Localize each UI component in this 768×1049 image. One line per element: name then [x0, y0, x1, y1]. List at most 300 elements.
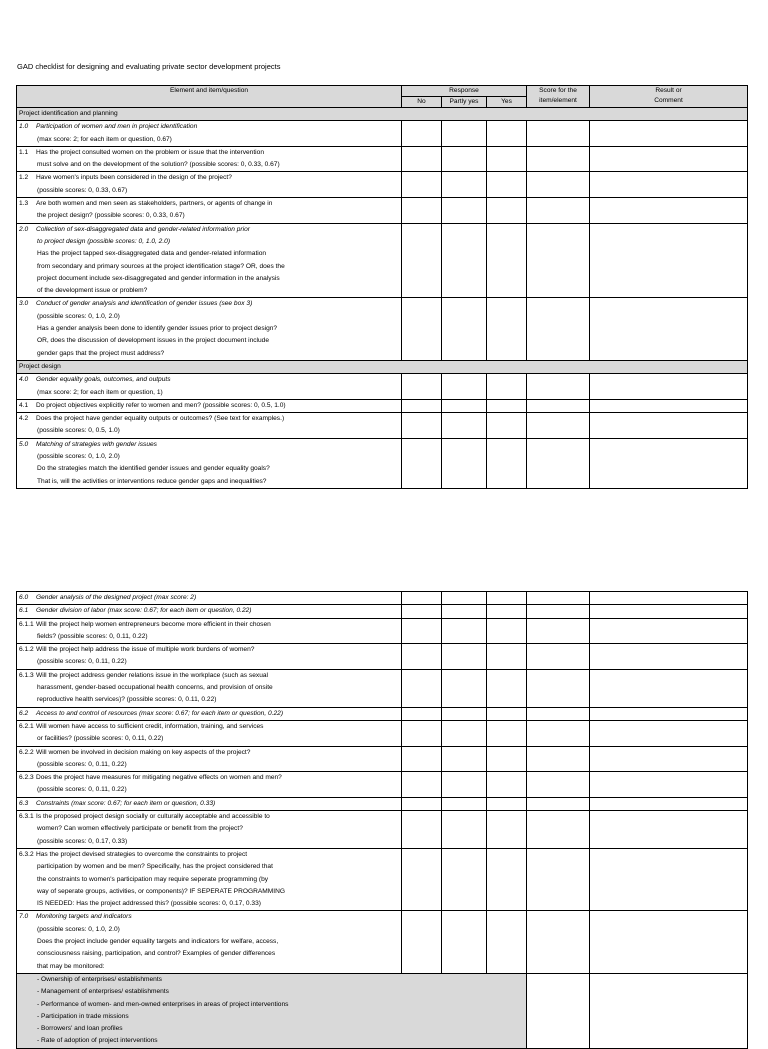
item-text-continued: [19, 874, 399, 886]
result-cell[interactable]: [590, 848, 748, 910]
response-partly-cell[interactable]: [442, 618, 487, 644]
item-question: [17, 298, 402, 360]
item-question: [17, 797, 402, 810]
item-text-content: Have women's inputs been considered in the design of the project?: [36, 174, 232, 182]
score-cell[interactable]: [527, 172, 590, 198]
item-text-content: of the development issue or problem?: [37, 287, 148, 295]
section-design: Project design: [17, 360, 748, 373]
list-item: - Management of enterprises/ establishments: [37, 988, 169, 996]
score-cell[interactable]: [527, 797, 590, 810]
checklist-row: [17, 223, 748, 298]
response-partly-cell[interactable]: [442, 772, 487, 798]
checklist-row: [17, 618, 748, 644]
response-no-cell[interactable]: [402, 746, 442, 772]
result-cell[interactable]: [590, 707, 748, 720]
item-text-continued: [19, 323, 399, 335]
item-text-content: Participation of women and men in project identification: [36, 123, 198, 131]
item-text: [19, 670, 399, 682]
result-cell[interactable]: [590, 399, 748, 412]
item-text-content: OR, does the discussion of development issues in the project document include: [37, 337, 270, 345]
item-text-content: Matching of strategies with gender issues: [36, 440, 157, 448]
checklist-row: [17, 121, 748, 147]
item-text-content: participation by women and be men? Specifically, has the project considered that: [37, 863, 273, 871]
item-text-continued: [19, 936, 399, 948]
item-question: [17, 644, 402, 670]
response-no-cell[interactable]: [402, 592, 442, 605]
item-question: [17, 911, 402, 973]
item-text-continued: [19, 784, 399, 796]
response-no-cell[interactable]: [402, 911, 442, 973]
item-text-content: consciousness raising, participation, and control? Examples of gender differences: [37, 950, 276, 958]
response-no-cell[interactable]: [402, 618, 442, 644]
response-yes-cell[interactable]: [487, 797, 527, 810]
score-cell[interactable]: [527, 669, 590, 707]
item-text-content: project document include sex-disaggregated and gender information in the analysis: [37, 274, 280, 282]
item-text-content: Does the project have gender equality outputs or outcomes? (See text for examples.): [36, 415, 285, 423]
item-text-content: women? Can women effectively participate or benefit from the project?: [37, 825, 243, 833]
examples-row: [17, 973, 748, 1048]
response-no-cell[interactable]: [402, 707, 442, 720]
item-text-content: Has the project tapped sex-disaggregated data and gender-related information: [37, 250, 267, 258]
score-cell[interactable]: [527, 644, 590, 670]
result-cell[interactable]: [590, 669, 748, 707]
response-partly-cell[interactable]: [442, 223, 487, 298]
response-partly-cell[interactable]: [442, 298, 487, 360]
response-yes-cell[interactable]: [487, 223, 527, 298]
item-text: [19, 747, 399, 759]
score-cell[interactable]: [527, 605, 590, 618]
result-cell[interactable]: [590, 146, 748, 172]
item-text-continued: [19, 335, 399, 347]
score-cell[interactable]: [527, 618, 590, 644]
item-question: [17, 592, 402, 605]
item-text: [19, 849, 399, 861]
item-text-content: Do the strategies match the identified gender issues and gender equality goals?: [37, 465, 270, 473]
response-no-cell[interactable]: [402, 797, 442, 810]
header-element: Element and item/question: [17, 86, 402, 108]
item-text-continued: [19, 348, 399, 360]
item-number: 7.0: [19, 913, 29, 921]
item-number: 6.3.1: [19, 813, 34, 821]
item-text-content: that may be monitored:: [37, 962, 105, 970]
result-cell[interactable]: [590, 172, 748, 198]
score-cell[interactable]: [527, 146, 590, 172]
response-no-cell[interactable]: [402, 772, 442, 798]
item-question: [17, 223, 402, 298]
checklist-row: [17, 374, 748, 400]
response-no-cell[interactable]: [402, 605, 442, 618]
item-question: [17, 121, 402, 147]
item-text-continued: [19, 185, 399, 197]
response-yes-cell[interactable]: [487, 911, 527, 973]
item-text-content: (possible scores: 0, 0.11, 0.22): [37, 760, 127, 768]
item-text: [19, 798, 399, 810]
item-number: 6.0: [19, 594, 29, 601]
checklist-row: [17, 772, 748, 798]
response-partly-cell[interactable]: [442, 848, 487, 910]
item-text-continued: [19, 861, 399, 873]
response-partly-cell[interactable]: [442, 911, 487, 973]
item-text-content: Will women be involved in decision making on key aspects of the project?: [36, 748, 251, 756]
response-partly-cell[interactable]: [442, 746, 487, 772]
item-number: 3.0: [19, 300, 29, 308]
response-partly-cell[interactable]: [442, 399, 487, 412]
item-text-content: Has a gender analysis been done to identify gender issues prior to project design?: [37, 325, 278, 333]
item-text-continued: [19, 961, 399, 973]
response-no-cell[interactable]: [402, 669, 442, 707]
checklist-row: [17, 848, 748, 910]
response-no-cell[interactable]: [402, 172, 442, 198]
score-cell[interactable]: [527, 720, 590, 746]
response-yes-cell[interactable]: [487, 605, 527, 618]
score-cell[interactable]: [527, 707, 590, 720]
checklist-row: [17, 146, 748, 172]
item-text-continued: [19, 311, 399, 323]
header-row: [17, 86, 748, 97]
item-text: [19, 811, 399, 823]
response-yes-cell[interactable]: [487, 121, 527, 147]
score-cell[interactable]: [527, 399, 590, 412]
item-text-content: (possible scores: 0, 1.0, 2.0): [37, 925, 120, 933]
header-yes: Yes: [487, 97, 527, 108]
item-text-continued: [19, 210, 399, 222]
item-number: 4.0: [19, 376, 29, 384]
item-number: 1.2: [19, 174, 29, 182]
item-text-content: Conduct of gender analysis and identification of gender issues (see box 3): [36, 300, 253, 308]
response-partly-cell[interactable]: [442, 374, 487, 400]
checklist-row: [17, 644, 748, 670]
item-text-content: (possible scores: 0, 0.33, 0.67): [37, 186, 128, 194]
result-cell[interactable]: [590, 198, 748, 224]
item-text-continued: [19, 682, 399, 694]
item-text-content: IS NEEDED: Has the project addressed this? (possible scores: 0, 0.17, 0.33): [37, 900, 261, 908]
response-no-cell[interactable]: [402, 198, 442, 224]
result-cell[interactable]: [590, 438, 748, 488]
item-number: 6.2: [19, 709, 29, 717]
response-partly-cell[interactable]: [442, 605, 487, 618]
list-item: - Participation in trade missions: [37, 1012, 129, 1020]
item-text-content: (possible scores: 0, 0.11, 0.22): [37, 658, 127, 666]
item-text-content: (possible scores: 0, 0.11, 0.22): [37, 786, 127, 794]
response-yes-cell[interactable]: [487, 811, 527, 849]
item-text-content: That is, will the activities or interventions reduce gender gaps and inequalities?: [37, 477, 267, 485]
response-yes-cell[interactable]: [487, 374, 527, 400]
response-no-cell[interactable]: [402, 413, 442, 439]
item-number: 1.0: [19, 123, 29, 131]
item-number: 1.3: [19, 200, 29, 208]
item-text-content: Access to and control of resources (max score: 0.67; for each item or question, 0.22): [36, 709, 284, 717]
result-cell[interactable]: [590, 720, 748, 746]
checklist-row: [17, 298, 748, 360]
item-text: [19, 605, 399, 617]
item-text-continued: [19, 159, 399, 171]
item-text-continued: [19, 759, 399, 771]
item-text-content: Will the project address gender relations issue in the workplace (such as sexual: [36, 671, 268, 679]
result-cell[interactable]: [590, 797, 748, 810]
item-text-content: the project design? (possible scores: 0, 0.33, 0.67): [37, 212, 185, 220]
checklist-row: [17, 811, 748, 849]
response-partly-cell[interactable]: [442, 707, 487, 720]
result-cell[interactable]: [590, 811, 748, 849]
response-partly-cell[interactable]: [442, 413, 487, 439]
item-question: [17, 605, 402, 618]
response-partly-cell[interactable]: [442, 172, 487, 198]
item-question: [17, 399, 402, 412]
response-no-cell[interactable]: [402, 644, 442, 670]
item-text-content: (max score: 2; for each item or question, 0.67): [37, 135, 172, 143]
item-question: [17, 438, 402, 488]
score-cell[interactable]: [527, 413, 590, 439]
score-cell[interactable]: [527, 121, 590, 147]
item-question: [17, 848, 402, 910]
item-text-content: Do project objectives explicitly refer to women and men? (possible scores: 0, 0.5, 1.0): [36, 401, 286, 409]
score-cell[interactable]: [527, 772, 590, 798]
response-partly-cell[interactable]: [442, 121, 487, 147]
score-cell[interactable]: [527, 973, 590, 1048]
item-text-content: (max score: 2; for each item or question, 1): [37, 388, 163, 396]
header-result: Result or Comment: [590, 86, 748, 108]
item-text-continued: [19, 261, 399, 273]
list-item: - Borrowers' and loan profiles: [37, 1025, 123, 1033]
response-yes-cell[interactable]: [487, 198, 527, 224]
checklist-row: [17, 198, 748, 224]
item-text-continued: [19, 248, 399, 260]
item-text-content: Does the project include gender equality targets and indicators for welfare, access,: [37, 938, 279, 946]
item-text-content: to project design (possible scores: 0, 1.0, 2.0): [37, 237, 171, 245]
result-cell[interactable]: [590, 298, 748, 360]
section-row: [17, 108, 748, 121]
response-yes-cell[interactable]: [487, 298, 527, 360]
response-yes-cell[interactable]: [487, 413, 527, 439]
response-partly-cell[interactable]: [442, 644, 487, 670]
item-question: [17, 374, 402, 400]
item-text: [19, 644, 399, 656]
item-text: [19, 619, 399, 631]
result-cell[interactable]: [590, 644, 748, 670]
item-number: 6.1.2: [19, 646, 34, 654]
response-yes-cell[interactable]: [487, 772, 527, 798]
item-text-content: Gender analysis of the designed project (max score: 2): [36, 594, 197, 601]
item-text-continued: [19, 631, 399, 643]
section-identification: Project identification and planning: [17, 108, 748, 121]
item-text: [19, 439, 399, 451]
checklist-table-top: [16, 85, 748, 489]
item-text: [19, 374, 399, 386]
result-cell[interactable]: [590, 121, 748, 147]
item-text-continued: [19, 273, 399, 285]
score-cell[interactable]: [527, 298, 590, 360]
checklist-row: [17, 669, 748, 707]
list-item: - Rate of adoption of project interventions: [37, 1037, 158, 1045]
item-text: [19, 147, 399, 159]
header-score: Score for the item/element: [527, 86, 590, 108]
response-no-cell[interactable]: [402, 438, 442, 488]
item-text-continued: [19, 463, 399, 475]
item-text-continued: [19, 694, 399, 706]
checklist-row: [17, 707, 748, 720]
result-cell[interactable]: [590, 223, 748, 298]
item-text-continued: [19, 733, 399, 745]
item-text-content: Collection of sex-disaggregated data and gender-related information prior: [36, 225, 250, 233]
response-yes-cell[interactable]: [487, 720, 527, 746]
item-text-content: or facilities? (possible scores: 0, 0.11, 0.22): [37, 735, 164, 743]
item-number: 6.1.3: [19, 671, 34, 679]
score-cell[interactable]: [527, 746, 590, 772]
item-text-continued: [19, 387, 399, 399]
item-text-content: Constraints (max score: 0.67; for each item or question, 0.33): [36, 799, 216, 807]
response-yes-cell[interactable]: [487, 618, 527, 644]
checklist-row: [17, 172, 748, 198]
checklist-row: [17, 605, 748, 618]
item-text-content: must solve and on the development of the solution? (possible scores: 0, 0.33, 0.67): [37, 161, 280, 169]
result-cell[interactable]: [590, 605, 748, 618]
response-no-cell[interactable]: [402, 399, 442, 412]
item-text: [19, 172, 399, 184]
item-text-continued: [19, 236, 399, 248]
checklist-row: [17, 911, 748, 973]
item-text-content: Monitoring targets and indicators: [36, 913, 132, 921]
item-question: [17, 707, 402, 720]
response-yes-cell[interactable]: [487, 669, 527, 707]
result-cell[interactable]: [590, 618, 748, 644]
item-text-continued: [19, 898, 399, 910]
item-text-content: Has the project devised strategies to overcome the constraints to project: [36, 850, 248, 858]
response-yes-cell[interactable]: [487, 707, 527, 720]
response-no-cell[interactable]: [402, 374, 442, 400]
item-text-content: Has the project consulted women on the problem or issue that the intervention: [36, 148, 264, 156]
item-number: 6.3: [19, 799, 29, 807]
response-no-cell[interactable]: [402, 298, 442, 360]
item-text-content: Does the project have measures for mitigating negative effects on women and men?: [36, 774, 282, 782]
response-no-cell[interactable]: [402, 848, 442, 910]
score-cell[interactable]: [527, 223, 590, 298]
score-cell[interactable]: [527, 848, 590, 910]
result-cell[interactable]: [590, 973, 748, 1048]
item-text: [19, 772, 399, 784]
response-yes-cell[interactable]: [487, 746, 527, 772]
response-no-cell[interactable]: [402, 121, 442, 147]
result-cell[interactable]: [590, 911, 748, 973]
item-text: [19, 224, 399, 236]
item-text-content: (possible scores: 0, 0.17, 0.33): [37, 837, 128, 845]
checklist-row: [17, 399, 748, 412]
list-item: - Ownership of enterprises/ establishments: [37, 975, 162, 983]
item-number: 6.3.2: [19, 850, 34, 858]
item-text: [19, 413, 399, 425]
item-text-content: reproductive health services)? (possible scores: 0, 0.11, 0.22): [37, 696, 217, 704]
response-partly-cell[interactable]: [442, 720, 487, 746]
header-partly-yes: Partly yes: [442, 97, 487, 108]
item-text-continued: [19, 134, 399, 146]
item-text-continued: [19, 425, 399, 437]
response-yes-cell[interactable]: [487, 592, 527, 605]
item-text-content: Is the proposed project design socially or culturally acceptable and accessible to: [36, 813, 270, 821]
response-partly-cell[interactable]: [442, 797, 487, 810]
response-partly-cell[interactable]: [442, 811, 487, 849]
response-no-cell[interactable]: [402, 720, 442, 746]
score-cell[interactable]: [527, 911, 590, 973]
item-text-content: Will women have access to sufficient credit, information, training, and services: [36, 722, 264, 730]
response-no-cell[interactable]: [402, 223, 442, 298]
score-cell[interactable]: [527, 438, 590, 488]
header-response: Response: [402, 86, 527, 97]
response-yes-cell[interactable]: [487, 644, 527, 670]
score-cell[interactable]: [527, 592, 590, 605]
checklist-row: [17, 797, 748, 810]
header-no: No: [402, 97, 442, 108]
item-question: [17, 720, 402, 746]
result-cell[interactable]: [590, 772, 748, 798]
item-number: 1.1: [19, 148, 29, 156]
response-no-cell[interactable]: [402, 146, 442, 172]
response-partly-cell[interactable]: [442, 146, 487, 172]
item-text-content: Are both women and men seen as stakeholders, partners, or agents of change in: [36, 200, 273, 208]
result-cell[interactable]: [590, 374, 748, 400]
item-text-content: from secondary and primary sources at the project identification stage? OR, does the: [37, 262, 285, 270]
item-number: 6.1: [19, 607, 29, 615]
response-yes-cell[interactable]: [487, 146, 527, 172]
item-number: 2.0: [19, 225, 29, 233]
section-row: [17, 360, 748, 373]
item-text-content: the constraints to women's participation may require seperate programming (by: [37, 875, 269, 883]
item-text-content: Gender division of labor (max score: 0.67; for each item or question, 0.22): [36, 607, 252, 615]
response-yes-cell[interactable]: [487, 848, 527, 910]
item-text: [19, 911, 399, 923]
item-question: [17, 198, 402, 224]
item-question: [17, 618, 402, 644]
item-question: [17, 772, 402, 798]
response-partly-cell[interactable]: [442, 592, 487, 605]
checklist-row: [17, 438, 748, 488]
score-cell[interactable]: [527, 198, 590, 224]
checklist-row: [17, 720, 748, 746]
examples-list: [17, 973, 527, 1048]
score-cell[interactable]: [527, 374, 590, 400]
item-number: 6.2.2: [19, 748, 34, 756]
score-cell[interactable]: [527, 811, 590, 849]
result-cell[interactable]: [590, 746, 748, 772]
item-number: 6.1.1: [19, 620, 34, 628]
item-text-continued: [19, 886, 399, 898]
item-text-content: (possible scores: 0, 0.5, 1.0): [37, 427, 120, 435]
item-number: 4.2: [19, 415, 29, 423]
item-text: [19, 592, 399, 604]
item-text-content: Will the project help address the issue of multiple work burdens of women?: [36, 646, 255, 654]
response-yes-cell[interactable]: [487, 399, 527, 412]
item-text-continued: [19, 924, 399, 936]
item-text: [19, 721, 399, 733]
response-yes-cell[interactable]: [487, 172, 527, 198]
item-text: [19, 298, 399, 310]
item-number: 6.2.1: [19, 722, 34, 730]
result-cell[interactable]: [590, 413, 748, 439]
response-partly-cell[interactable]: [442, 198, 487, 224]
item-text: [19, 198, 399, 210]
item-question: [17, 172, 402, 198]
response-partly-cell[interactable]: [442, 669, 487, 707]
response-partly-cell[interactable]: [442, 438, 487, 488]
item-text-content: Gender equality goals, outcomes, and outputs: [36, 376, 171, 384]
item-number: 5.0: [19, 440, 29, 448]
response-no-cell[interactable]: [402, 811, 442, 849]
item-question: [17, 146, 402, 172]
response-yes-cell[interactable]: [487, 438, 527, 488]
item-text: [19, 121, 399, 133]
checklist-row: [17, 413, 748, 439]
result-cell[interactable]: [590, 592, 748, 605]
item-question: [17, 413, 402, 439]
document-title: GAD checklist for designing and evaluating private sector development projects: [17, 62, 281, 71]
